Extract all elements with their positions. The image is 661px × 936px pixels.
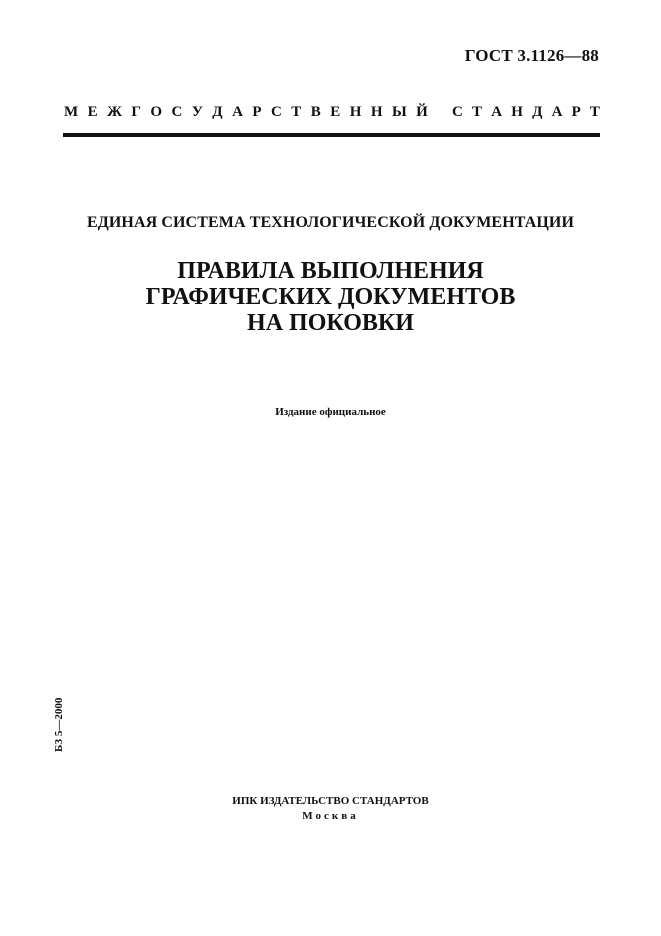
letter: Т (291, 104, 302, 120)
publisher-city: Москва (302, 810, 359, 822)
standard-type-heading (64, 104, 600, 121)
letter: М (64, 104, 79, 120)
standard-type-word-standard (452, 104, 600, 121)
letter: Д (212, 104, 223, 120)
letter: Н (370, 104, 383, 120)
letter: О (150, 104, 163, 120)
publisher-name: ИПК ИЗДАТЕЛЬСТВО СТАНДАРТОВ (232, 795, 429, 807)
letter: А (232, 104, 243, 120)
edition-label: Издание официальное (275, 406, 386, 418)
standard-type-word-interstate (64, 104, 428, 121)
document-title-line-1: ПРАВИЛА ВЫПОЛНЕНИЯ (177, 258, 484, 284)
letter: Т (472, 104, 483, 120)
letter: С (171, 104, 183, 120)
letter: С (452, 104, 463, 120)
letter: Н (349, 104, 362, 120)
letter: Ы (391, 104, 407, 120)
letter: Д (532, 104, 543, 120)
letter: Е (330, 104, 341, 120)
letter: Г (131, 104, 141, 120)
header-rule (63, 133, 600, 137)
letter: Й (416, 104, 428, 120)
letter: Н (511, 104, 523, 120)
document-title-line-3: НА ПОКОВКИ (247, 310, 414, 336)
letter: С (270, 104, 282, 120)
document-title (0, 258, 661, 336)
document-title-line-2: ГРАФИЧЕСКИХ ДОКУМЕНТОВ (145, 284, 516, 310)
letter: А (551, 104, 563, 120)
gost-number: ГОСТ 3.1126—88 (464, 46, 599, 65)
letter: А (491, 104, 503, 120)
letter: Р (571, 104, 581, 120)
letter: В (310, 104, 321, 120)
letter: Ж (107, 104, 122, 120)
side-code: БЗ 5—2000 (53, 697, 65, 752)
letter: У (191, 104, 203, 120)
letter: Р (252, 104, 262, 120)
letter: Т (589, 104, 600, 120)
system-title: ЕДИНАЯ СИСТЕМА ТЕХНОЛОГИЧЕСКОЙ ДОКУМЕНТАЦИИ (86, 214, 575, 231)
letter: Е (87, 104, 98, 120)
